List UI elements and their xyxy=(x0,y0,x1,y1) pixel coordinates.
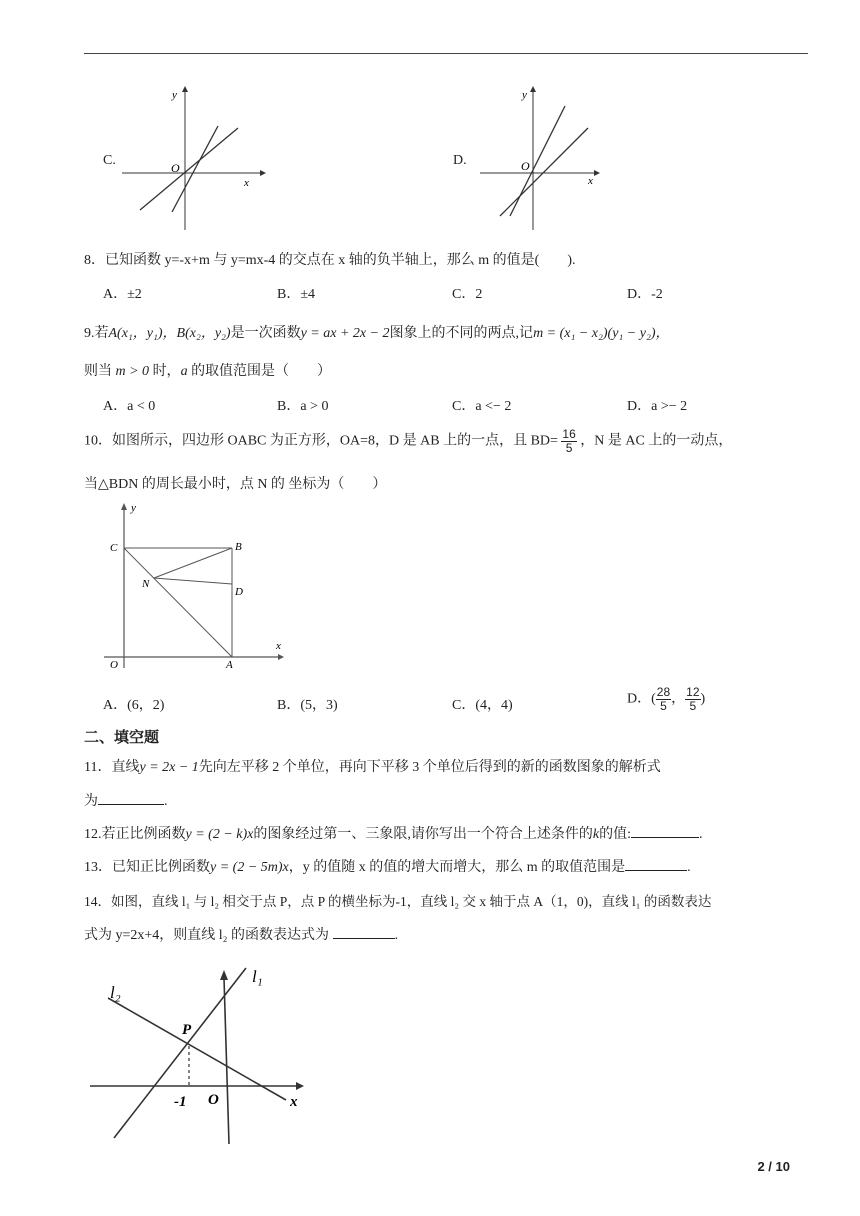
q11-line1: 11．直线y = 2x − 1先向左平移 2 个单位，再向下平移 3 个单位后得到的新的函数图象的解析式 xyxy=(84,760,661,775)
option-c-label: C. xyxy=(103,153,116,168)
q11-answer-blank[interactable] xyxy=(98,792,164,805)
graph-d xyxy=(470,84,620,234)
option-d-label: D. xyxy=(453,153,467,168)
q10-option-c: C．(4，4) xyxy=(452,698,513,713)
fig-label-b: B xyxy=(235,541,242,553)
section-heading-fill-in: 二、填空题 xyxy=(84,729,160,746)
q9-points: A(x₁，y₁)，B(x₂，y₂) xyxy=(108,326,231,341)
q9-function: y = ax + 2x − 2 xyxy=(300,326,390,341)
graph-c-y-label: y xyxy=(172,89,177,101)
q10-fraction: $\frac{16}{5}$ xyxy=(562,427,576,455)
q8-option-b: B．±4 xyxy=(277,287,316,302)
q8-option-a: A．±2 xyxy=(103,287,142,302)
q9-option-c: C．a <− 2 xyxy=(452,399,512,414)
graph-d-y-label: y xyxy=(522,89,527,101)
q14-line1: 14．如图，直线 l₁ 与 l₂ 相交于点 P，点 P 的横坐标为-1，直线 l₂ 交 x 轴于点 A（1，0)，直线 l₁ 的函数表达 xyxy=(84,894,712,909)
q14-answer-blank[interactable] xyxy=(333,926,395,939)
q10-figure xyxy=(100,498,300,673)
fig-label-l1: l₁ xyxy=(252,967,263,986)
q13-line: 13．已知正比例函数y = (2 − 5m)x，y 的值随 x 的值的增大而增大，那么 m 的取值范围是 . xyxy=(84,860,691,875)
graph-d-x-label: x xyxy=(588,175,593,187)
fig-label-c: C xyxy=(110,542,118,554)
graph-c xyxy=(120,84,270,234)
q12-answer-blank[interactable] xyxy=(631,825,699,838)
fig-label-x: x xyxy=(290,1094,298,1110)
q11-line2: 为 . xyxy=(84,794,168,809)
q10-option-a: A．(6，2) xyxy=(103,698,165,713)
q14-line2: 式为 y=2x+4，则直线 l₂ 的函数表达式为 . xyxy=(84,928,399,943)
q8-stem: 8．已知函数 y=-x+m 与 y=mx-4 的交点在 x 轴的负半轴上，那么 m 的值是( ). xyxy=(84,253,576,268)
q9-m-expression: m = (x₁ − x₂)(y₁ − y₂)， xyxy=(533,326,670,341)
q9-line1: 9.若A(x₁，y₁)，B(x₂，y₂)是一次函数y = ax + 2x − 2图象上的不同的两点,记m = (x₁ − x₂)(y₁ − y₂)， xyxy=(84,326,670,341)
fig-label-x: x xyxy=(276,640,281,652)
q9-line2: 则当 m > 0 时，a 的取值范围是（ ） xyxy=(84,364,332,379)
fig-label-n: N xyxy=(142,578,150,590)
q9-option-b: B．a > 0 xyxy=(277,399,329,414)
q9-option-d: D．a >− 2 xyxy=(627,399,688,414)
fig-label-y: y xyxy=(131,502,136,514)
fig-label-o: O xyxy=(110,659,118,671)
graph-c-origin-label: O xyxy=(171,161,180,175)
q10-option-b: B．(5，3) xyxy=(277,698,338,713)
fig-label-l2: l₂ xyxy=(110,983,121,1002)
graph-c-x-label: x xyxy=(244,177,249,189)
graph-d-origin-label: O xyxy=(521,159,530,173)
fig-label-d: D xyxy=(235,586,243,598)
q8-option-d: D．-2 xyxy=(627,287,663,302)
q10-line1: 10．如图所示，四边形 OABC 为正方形，OA=8，D 是 AB 上的一点，且 BD= $\frac{16}{5}$ ，N 是 AC 上的一动点， xyxy=(84,427,733,455)
q8-option-c: C．2 xyxy=(452,287,483,302)
fig-label-p: P xyxy=(182,1022,192,1038)
q14-figure xyxy=(86,958,316,1148)
header-rule xyxy=(84,53,808,54)
q10-line2: 当△BDN 的周长最小时，点 N 的 坐标为（ ） xyxy=(84,477,387,492)
q9-option-a: A．a < 0 xyxy=(103,399,156,414)
fig-label-neg1: -1 xyxy=(174,1094,187,1110)
fig-label-a: A xyxy=(226,659,233,671)
q12-line: 12.若正比例函数y = (2 − k)x的图象经过第一、三象限,请你写出一个符合上述条件的k的值: . xyxy=(84,827,703,842)
page-number: 2 / 10 xyxy=(757,1159,790,1174)
fig-label-origin: O xyxy=(208,1092,219,1108)
q13-answer-blank[interactable] xyxy=(625,858,687,871)
q10-option-d: D．( $\frac{28}{5}$ ， $\frac{12}{5}$ ) xyxy=(627,685,706,713)
